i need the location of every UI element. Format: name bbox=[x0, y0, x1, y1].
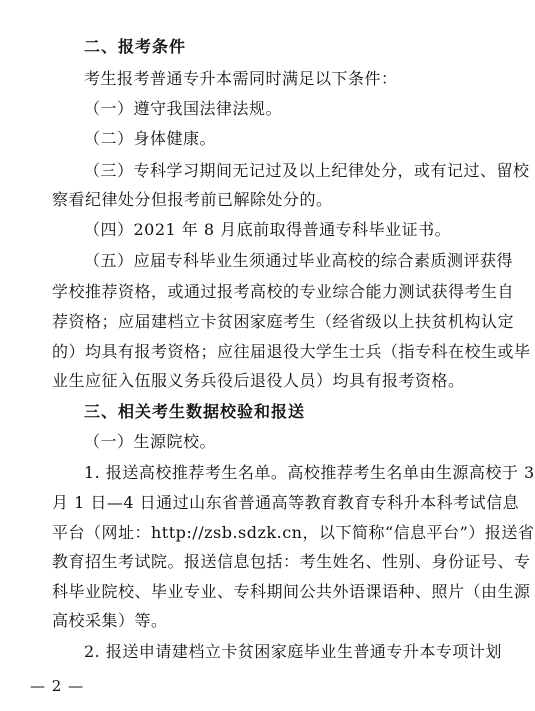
paragraph-line: 高校采集）等。 bbox=[52, 611, 168, 630]
paragraph-line: （一）生源院校。 bbox=[84, 432, 217, 451]
paragraph-line: （四）2021 年 8 月底前取得普通专科毕业证书。 bbox=[84, 220, 452, 239]
paragraph-line: （一）遵守我国法律法规。 bbox=[84, 99, 283, 118]
paragraph-line: 业生应征入伍服义务兵役后退役人员）均具有报考资格。 bbox=[52, 371, 465, 390]
section-heading: 二、报考条件 bbox=[84, 37, 187, 56]
paragraph-line: 科毕业院校、毕业专业、专科期间公共外语课语种、照片（由生源 bbox=[52, 582, 531, 601]
paragraph-line: 考生报考普通专升本需同时满足以下条件： bbox=[84, 69, 398, 88]
page-number: — 2 — bbox=[30, 677, 85, 695]
paragraph-line: （三）专科学习期间无记过及以上纪律处分，或有记过、留校 bbox=[84, 161, 530, 180]
paragraph-line: 月 1 日—4 日通过山东省普通高等教育教育专科升本科考试信息 bbox=[52, 493, 520, 512]
paragraph-line: 的）均具有报考资格；应往届退役大学生士兵（指专科在校生或毕 bbox=[52, 342, 531, 361]
paragraph-line: （五）应届专科毕业生须通过毕业高校的综合素质测评获得 bbox=[84, 251, 514, 270]
section-heading: 三、相关考生数据校验和报送 bbox=[84, 402, 306, 421]
paragraph-line: 平台（网址：http://zsb.sdzk.cn，以下简称“信息平台”）报送省 bbox=[52, 523, 535, 542]
paragraph-line: 察看纪律处分但报考前已解除处分的。 bbox=[52, 190, 333, 209]
paragraph-line: 荐资格；应届建档立卡贫困家庭考生（经省级以上扶贫机构认定 bbox=[52, 312, 515, 331]
paragraph-line: 1. 报送高校推荐考生名单。高校推荐考生名单由生源高校于 3 bbox=[84, 463, 535, 482]
paragraph-line: 教育招生考试院。报送信息包括：考生姓名、性别、身份证号、专 bbox=[52, 552, 531, 571]
paragraph-line: 2. 报送申请建档立卡贫困家庭毕业生普通专升本专项计划 bbox=[84, 642, 502, 661]
paragraph-line: （二）身体健康。 bbox=[84, 129, 217, 148]
paragraph-line: 学校推荐资格，或通过报考高校的专业综合能力测试获得考生自 bbox=[52, 282, 515, 301]
